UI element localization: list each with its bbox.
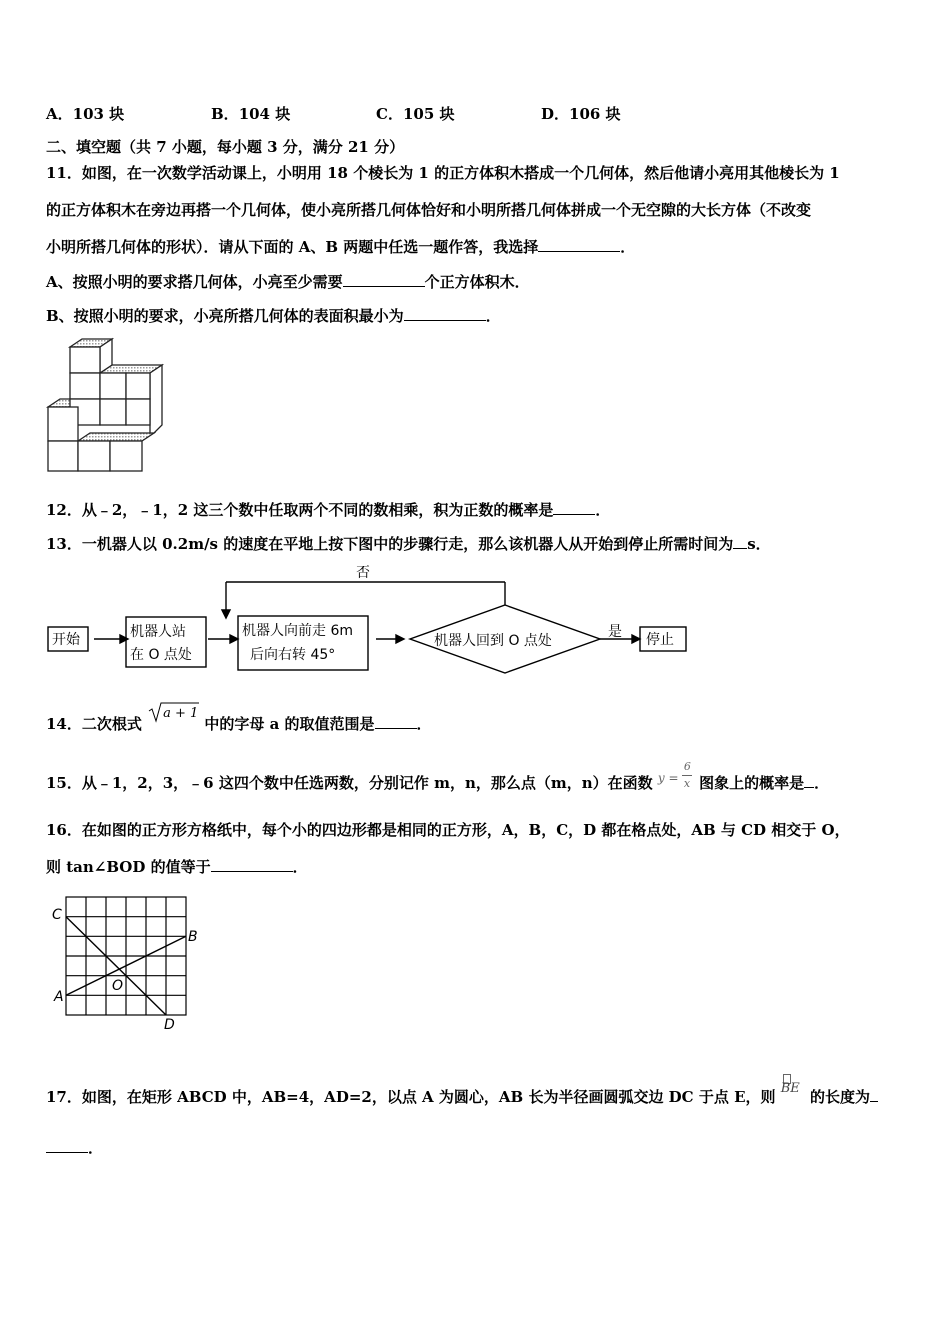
flow-walk-line1: 机器人向前走 6m bbox=[242, 623, 353, 639]
q11-option-b: B、按照小明的要求，小亮所搭几何体的表面积最小为 ． bbox=[46, 307, 501, 325]
option-c: C．105 块 bbox=[376, 105, 455, 123]
flow-check-label: 机器人回到 O 点处 bbox=[434, 633, 552, 649]
q14-blank bbox=[375, 714, 417, 729]
q12-blank bbox=[553, 500, 595, 515]
q11-line3: 小明所搭几何体的形状）．请从下面的 A、B 两题中任选一题作答，我选择 ． bbox=[46, 238, 636, 256]
q13: 13．一机器人以 0.2m/s 的速度在平地上按下图中的步骤行走，那么该机器人从开始到停止所需时间为 s． bbox=[46, 535, 771, 553]
section-header: 二、填空题（共 7 小题，每小题 3 分，满分 21 分） bbox=[46, 138, 405, 156]
option-d: D．106 块 bbox=[541, 105, 621, 123]
q17-blank-1 bbox=[870, 1087, 878, 1102]
q11-answer-blank bbox=[538, 237, 620, 252]
flow-stop-label: 停止 bbox=[646, 632, 674, 648]
q11-b-blank bbox=[404, 306, 486, 321]
grid-label-c: C bbox=[52, 907, 62, 923]
q13-blank bbox=[733, 534, 747, 549]
grid-label-a: A bbox=[54, 989, 64, 1005]
option-a: A．103 块 bbox=[46, 105, 125, 123]
flow-yes-label: 是 bbox=[608, 624, 622, 640]
q15-blank bbox=[804, 773, 814, 788]
q11-line1: 11．如图，在一次数学活动课上，小明用 18 个棱长为 1 的正方体积木搭成一个几何体，然后他请小亮用其他棱长为 1 bbox=[46, 164, 840, 182]
q11-line2: 的正方体积木在旁边再搭一个几何体，使小亮所搭几何体恰好和小明所搭几何体拼成一个无空隙的大长方体（不改变 bbox=[46, 201, 812, 219]
grid-label-d: D bbox=[164, 1017, 175, 1033]
flow-no-label: 否 bbox=[356, 565, 370, 581]
q17-blank-2 bbox=[46, 1138, 88, 1153]
q17-continued: ． bbox=[46, 1137, 103, 1158]
q16-line2: 则 tan∠BOD 的值等于 ． bbox=[46, 858, 308, 876]
cube-stack-figure bbox=[44, 337, 170, 479]
flow-stand-line1: 机器人站 bbox=[130, 624, 186, 640]
sqrt-expression: a + 1 bbox=[147, 715, 199, 729]
q14: 14．二次根式 a + 1 中的字母 a 的取值范围是 ． bbox=[46, 713, 432, 734]
q11-a-blank bbox=[343, 272, 425, 287]
q12: 12．从﹣2，﹣1，2 这三个数中任取两个不同的数相乘，积为正数的概率是 ． bbox=[46, 501, 611, 519]
option-b: B．104 块 bbox=[211, 105, 291, 123]
q16-blank bbox=[211, 857, 293, 872]
flowchart bbox=[40, 560, 700, 680]
flow-start-label: 开始 bbox=[52, 632, 80, 648]
grid-label-b: B bbox=[188, 929, 198, 945]
q16-line1: 16．在如图的正方形方格纸中，每个小的四边形都是相同的正方形，A，B，C，D 都在格点处，AB 与 CD 相交于 O， bbox=[46, 821, 850, 839]
q15: 15．从﹣1，2，3，﹣6 这四个数中任选两数，分别记作 m，n，那么点（m，n）在函数 y = 6 x 图象上的概率是 ． bbox=[46, 760, 830, 792]
flow-stand-line2: 在 O 点处 bbox=[130, 647, 192, 663]
grid-figure bbox=[48, 895, 208, 1035]
q17: 17．如图，在矩形 ABCD 中，AB=4，AD=2，以点 A 为圆心，AB 长为半径画圆弧交边 DC 于点 E，则 BE 的长度为 bbox=[46, 1086, 878, 1107]
flow-walk-line2: 后向右转 45° bbox=[250, 647, 336, 663]
q11-option-a: A、按照小明的要求搭几何体，小亮至少需要 个正方体积木． bbox=[46, 273, 530, 291]
grid-label-o: O bbox=[112, 978, 124, 994]
arc-be: BE bbox=[781, 1088, 805, 1102]
function-expression: y = 6 x bbox=[657, 760, 691, 790]
